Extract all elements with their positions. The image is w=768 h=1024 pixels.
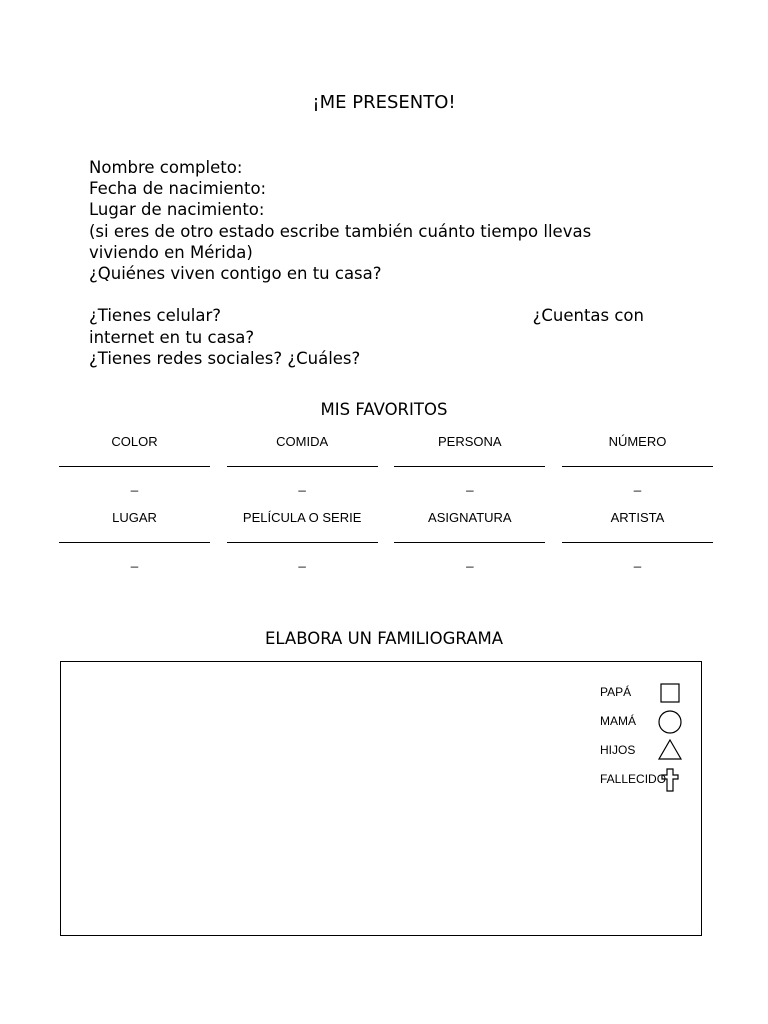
square-icon <box>658 681 684 707</box>
legend-label: HIJOS <box>600 743 636 757</box>
social-media-prompt: ¿Tienes redes sociales? ¿Cuáles? <box>89 348 361 368</box>
favorite-label: LUGAR <box>112 510 157 525</box>
favorite-label: PELÍCULA O SERIE <box>242 510 362 525</box>
answer-line <box>562 530 713 543</box>
favorites-row-1 <box>59 432 713 508</box>
answer-dash: _ <box>130 553 139 568</box>
answer-line <box>394 530 545 543</box>
family-legend <box>600 678 690 794</box>
birth-place-prompt: Lugar de nacimiento: <box>89 200 265 220</box>
page-title: ¡ME PRESENTO! <box>312 92 456 113</box>
legend-row-deceased <box>600 765 690 794</box>
answer-dash: _ <box>130 477 139 492</box>
favorite-subject-field <box>394 508 545 584</box>
favorite-label: ARTISTA <box>610 510 665 525</box>
favorites-grid <box>59 432 713 584</box>
favorite-food-field <box>227 432 378 508</box>
answer-dash: _ <box>633 477 642 492</box>
favorite-label: ASIGNATURA <box>428 510 512 525</box>
legend-row-children <box>600 736 690 765</box>
answer-line <box>227 530 378 543</box>
answer-line <box>59 454 210 467</box>
legend-label: FALLECIDO <box>600 772 667 786</box>
phone-internet-row <box>89 305 644 326</box>
answer-dash: _ <box>298 477 306 492</box>
favorite-movie-field <box>227 508 378 584</box>
favorite-artist-field <box>562 508 713 584</box>
legend-row-mother <box>600 707 690 736</box>
cross-icon <box>658 768 684 794</box>
favorites-row-2 <box>59 508 713 584</box>
answer-dash: _ <box>466 477 474 492</box>
answer-dash: _ <box>466 553 474 568</box>
legend-row-father <box>600 678 690 707</box>
favorite-label: PERSONA <box>438 434 502 449</box>
family-title: ELABORA UN FAMILIOGRAMA <box>264 629 504 648</box>
household-prompt: ¿Quiénes viven contigo en tu casa? <box>89 264 382 284</box>
personal-questions <box>89 157 669 369</box>
answer-line <box>59 530 210 543</box>
favorites-title: MIS FAVORITOS <box>320 400 448 419</box>
family-tree-drawing-area[interactable] <box>60 661 702 936</box>
answer-dash: _ <box>298 553 306 568</box>
legend-label: PAPÁ <box>600 685 632 699</box>
favorite-place-field <box>59 508 210 584</box>
favorite-label: COMIDA <box>276 434 329 449</box>
cellphone-prompt: ¿Tienes celular? <box>89 306 222 326</box>
circle-icon <box>658 710 684 736</box>
favorite-label: NÚMERO <box>608 434 667 449</box>
other-state-note-line-1: (si eres de otro estado escribe también cuánto tiempo llevas <box>89 221 592 241</box>
favorite-person-field <box>394 432 545 508</box>
favorite-label: COLOR <box>111 434 158 449</box>
birth-date-prompt: Fecha de nacimiento: <box>89 179 267 199</box>
answer-line <box>394 454 545 467</box>
other-state-note-line-2: viviendo en Mérida) <box>89 242 253 262</box>
full-name-prompt: Nombre completo: <box>89 158 243 177</box>
internet-prompt-part-2: internet en tu casa? <box>89 327 255 347</box>
answer-dash: _ <box>633 553 642 568</box>
answer-line <box>562 454 713 467</box>
answer-line <box>227 454 378 467</box>
legend-label: MAMÁ <box>600 714 636 728</box>
favorite-number-field <box>562 432 713 508</box>
internet-prompt-part-1: ¿Cuentas con <box>532 306 644 326</box>
triangle-icon <box>658 739 684 765</box>
favorite-color-field <box>59 432 210 508</box>
spacer <box>89 284 669 305</box>
